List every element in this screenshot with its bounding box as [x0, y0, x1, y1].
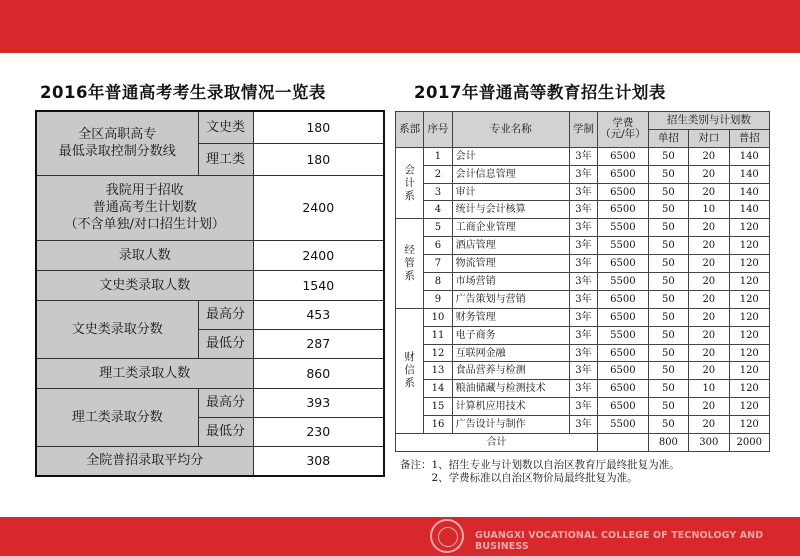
row-fee: 5500 [598, 273, 649, 291]
plan-row [396, 219, 770, 237]
right-table-title: 2017年普通高等教育招生计划表 [414, 83, 666, 102]
li-max-value: 393 [253, 388, 384, 417]
row-duikou: 20 [689, 326, 729, 344]
total-single: 800 [648, 434, 688, 452]
row-years: 3年 [569, 237, 597, 255]
row-fee: 6500 [598, 344, 649, 362]
college-name-footer: GUANGXI VOCATIONAL COLLEGE OF TECNOLOGY AND BUSINESS [475, 530, 764, 552]
row-fee: 6500 [598, 201, 649, 219]
row-major: 工商企业管理 [452, 219, 569, 237]
row-major: 广告策划与营销 [452, 290, 569, 308]
row-major: 物流管理 [452, 255, 569, 273]
admitted-value: 2400 [253, 240, 384, 270]
header-fee: 学费 （元/年） [598, 112, 649, 148]
row-duikou: 20 [689, 290, 729, 308]
wen-label: 文史类 [198, 111, 253, 143]
row-general: 140 [729, 165, 769, 183]
row-fee: 5500 [598, 237, 649, 255]
row-no: 11 [424, 326, 452, 344]
admitted-label: 录取人数 [36, 240, 253, 270]
row-years: 3年 [569, 380, 597, 398]
row-general: 120 [729, 416, 769, 434]
avg-value: 308 [253, 446, 384, 476]
plan-row [396, 398, 770, 416]
plan-value: 2400 [253, 175, 384, 240]
row-years: 3年 [569, 308, 597, 326]
wen-max-value: 453 [253, 300, 384, 329]
wen-max-label: 最高分 [198, 300, 253, 329]
row-single: 50 [648, 237, 688, 255]
row-years: 3年 [569, 290, 597, 308]
plan-row [396, 255, 770, 273]
row-single: 50 [648, 165, 688, 183]
row-single: 50 [648, 398, 688, 416]
row-years: 3年 [569, 201, 597, 219]
row-single: 50 [648, 362, 688, 380]
row-general: 120 [729, 362, 769, 380]
row-single: 50 [648, 380, 688, 398]
header-duikou: 对口 [689, 129, 729, 147]
wen-admitted-value: 1540 [253, 270, 384, 300]
row-general: 120 [729, 237, 769, 255]
row-duikou: 20 [689, 308, 729, 326]
row-no: 13 [424, 362, 452, 380]
row-years: 3年 [569, 219, 597, 237]
wen-score-label: 文史类录取分数 [36, 300, 198, 358]
row-duikou: 20 [689, 147, 729, 165]
row-fee: 6500 [598, 165, 649, 183]
row-no: 15 [424, 398, 452, 416]
row-no: 2 [424, 165, 452, 183]
row-single: 50 [648, 344, 688, 362]
li-score-label: 理工类录取分数 [36, 388, 198, 446]
plan-row [396, 326, 770, 344]
plan-row [396, 165, 770, 183]
row-general: 120 [729, 380, 769, 398]
row-duikou: 20 [689, 183, 729, 201]
row-fee: 6500 [598, 183, 649, 201]
row-general: 120 [729, 344, 769, 362]
row-single: 50 [648, 219, 688, 237]
row-no: 10 [424, 308, 452, 326]
li-min-label: 最低分 [198, 417, 253, 446]
plan-row [396, 362, 770, 380]
row-years: 3年 [569, 165, 597, 183]
header-general: 普招 [729, 129, 769, 147]
row-single: 50 [648, 290, 688, 308]
control-line-label: 全区高职高专 最低录取控制分数线 [36, 111, 198, 175]
row-no: 14 [424, 380, 452, 398]
row-major: 市场营销 [452, 273, 569, 291]
row-major: 会计 [452, 147, 569, 165]
plan-row [396, 290, 770, 308]
row-major: 计算机应用技术 [452, 398, 569, 416]
row-duikou: 20 [689, 165, 729, 183]
row-duikou: 20 [689, 237, 729, 255]
header-plan-group: 招生类别与计划数 [648, 112, 769, 130]
row-major: 酒店管理 [452, 237, 569, 255]
row-general: 120 [729, 326, 769, 344]
row-single: 50 [648, 326, 688, 344]
row-years: 3年 [569, 273, 597, 291]
note-line-1: 备注：1、招生专业与计划数以自治区教育厅最终批复为准。 [400, 459, 680, 471]
row-years: 3年 [569, 183, 597, 201]
row-single: 50 [648, 201, 688, 219]
row-fee: 6500 [598, 147, 649, 165]
row-general: 120 [729, 308, 769, 326]
header-years: 学制 [569, 112, 597, 148]
left-table-title: 2016年普通高考考生录取情况一览表 [40, 83, 326, 102]
total-fee-empty [598, 434, 649, 452]
row-general: 120 [729, 255, 769, 273]
row-years: 3年 [569, 255, 597, 273]
plan-row [396, 183, 770, 201]
row-single: 50 [648, 255, 688, 273]
header-dept: 系部 [396, 112, 424, 148]
row-duikou: 20 [689, 255, 729, 273]
row-general: 120 [729, 219, 769, 237]
header-major: 专业名称 [452, 112, 569, 148]
row-duikou: 10 [689, 201, 729, 219]
row-no: 16 [424, 416, 452, 434]
row-fee: 6500 [598, 380, 649, 398]
dept-cell: 会 计 系 [396, 147, 424, 219]
row-fee: 6500 [598, 308, 649, 326]
row-no: 7 [424, 255, 452, 273]
li-label: 理工类 [198, 143, 253, 175]
row-no: 1 [424, 147, 452, 165]
row-fee: 6500 [598, 255, 649, 273]
row-single: 50 [648, 308, 688, 326]
row-single: 50 [648, 183, 688, 201]
header-single: 单招 [648, 129, 688, 147]
admission-summary-table [35, 110, 385, 477]
row-major: 电子商务 [452, 326, 569, 344]
plan-row [396, 273, 770, 291]
plan-row [396, 147, 770, 165]
row-major: 广告设计与制作 [452, 416, 569, 434]
li-admitted-value: 860 [253, 358, 384, 388]
row-fee: 6500 [598, 362, 649, 380]
row-general: 140 [729, 183, 769, 201]
row-years: 3年 [569, 398, 597, 416]
row-years: 3年 [569, 344, 597, 362]
dept-cell: 财 信 系 [396, 308, 424, 433]
plan-row [396, 344, 770, 362]
row-no: 5 [424, 219, 452, 237]
row-major: 统计与会计核算 [452, 201, 569, 219]
row-no: 8 [424, 273, 452, 291]
wen-min-label: 最低分 [198, 329, 253, 358]
row-single: 50 [648, 416, 688, 434]
row-major: 互联网金融 [452, 344, 569, 362]
row-duikou: 20 [689, 344, 729, 362]
wen-admitted-label: 文史类录取人数 [36, 270, 253, 300]
row-duikou: 20 [689, 273, 729, 291]
note-line-2: 2、学费标准以自治区物价局最终批复为准。 [400, 472, 638, 484]
row-major: 食品营养与检测 [452, 362, 569, 380]
li-admitted-label: 理工类录取人数 [36, 358, 253, 388]
row-major: 财务管理 [452, 308, 569, 326]
row-duikou: 20 [689, 416, 729, 434]
plan-row [396, 201, 770, 219]
total-duikou: 300 [689, 434, 729, 452]
row-duikou: 20 [689, 398, 729, 416]
row-years: 3年 [569, 416, 597, 434]
row-general: 140 [729, 147, 769, 165]
row-no: 6 [424, 237, 452, 255]
row-duikou: 20 [689, 362, 729, 380]
row-major: 审计 [452, 183, 569, 201]
row-years: 3年 [569, 326, 597, 344]
row-years: 3年 [569, 147, 597, 165]
row-major: 粮油储藏与检测技术 [452, 380, 569, 398]
li-min-value: 230 [253, 417, 384, 446]
row-general: 120 [729, 290, 769, 308]
college-seal-icon [430, 519, 464, 553]
plan-label: 我院用于招收 普通高考生计划数 （不含单独/对口招生计划） [36, 175, 253, 240]
row-major: 会计信息管理 [452, 165, 569, 183]
dept-cell: 经 管 系 [396, 219, 424, 308]
notes [400, 459, 680, 485]
row-fee: 6500 [598, 290, 649, 308]
row-no: 9 [424, 290, 452, 308]
plan-row [396, 308, 770, 326]
enrollment-plan-table [395, 111, 770, 452]
avg-label: 全院普招录取平均分 [36, 446, 253, 476]
row-general: 120 [729, 273, 769, 291]
plan-row [396, 380, 770, 398]
total-general: 2000 [729, 434, 769, 452]
row-single: 50 [648, 273, 688, 291]
li-max-label: 最高分 [198, 388, 253, 417]
row-no: 12 [424, 344, 452, 362]
plan-row [396, 237, 770, 255]
row-general: 140 [729, 201, 769, 219]
row-fee: 5500 [598, 219, 649, 237]
control-wen-value: 180 [253, 111, 384, 143]
row-fee: 5500 [598, 326, 649, 344]
row-duikou: 20 [689, 219, 729, 237]
row-years: 3年 [569, 362, 597, 380]
wen-min-value: 287 [253, 329, 384, 358]
control-li-value: 180 [253, 143, 384, 175]
row-general: 120 [729, 398, 769, 416]
row-duikou: 10 [689, 380, 729, 398]
plan-row [396, 416, 770, 434]
total-label: 合计 [396, 434, 598, 452]
row-fee: 6500 [598, 398, 649, 416]
top-red-band [0, 0, 800, 53]
row-no: 3 [424, 183, 452, 201]
header-no: 序号 [424, 112, 452, 148]
row-fee: 5500 [598, 416, 649, 434]
row-no: 4 [424, 201, 452, 219]
row-single: 50 [648, 147, 688, 165]
